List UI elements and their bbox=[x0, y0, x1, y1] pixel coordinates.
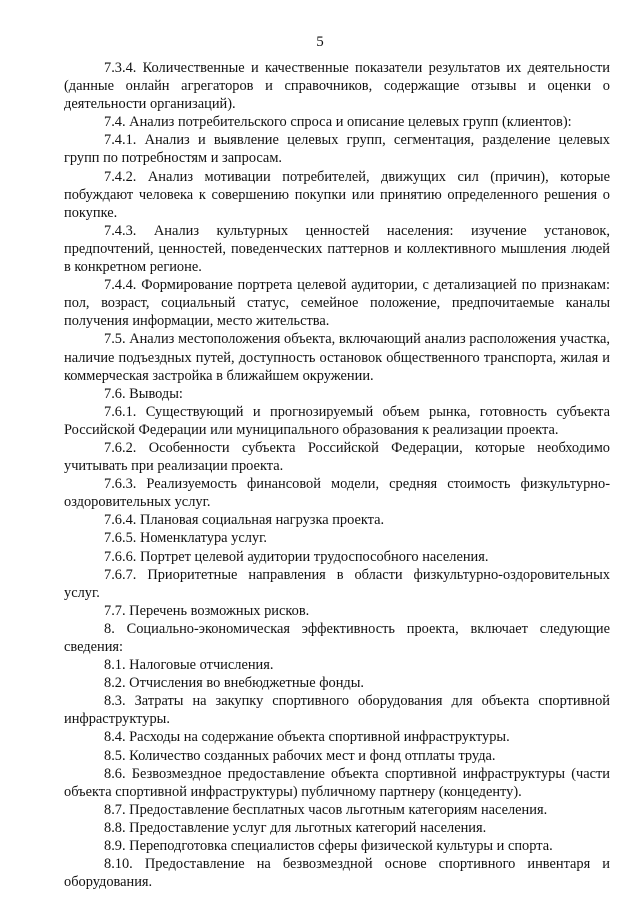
paragraph-7-6-5: 7.6.5. Номенклатура услуг. bbox=[104, 530, 267, 547]
paragraph-8-7: 8.7. Предоставление бесплатных часов льготным категориям населения. bbox=[104, 801, 548, 818]
paragraph-8-6: 8.6. Безвозмездное предоставление объекта спортивной инфраструктуры (части объекта спортивной инфраструктуры) публичному партнеру (концеденту). bbox=[64, 765, 610, 800]
paragraph-7-7: 7.7. Перечень возможных рисков. bbox=[104, 602, 310, 619]
paragraph-7-6-2: 7.6.2. Особенности субъекта Российской Федерации, которые необходимо учитывать при реализации проекта. bbox=[64, 439, 610, 475]
paragraph-8-2: 8.2. Отчисления во внебюджетные фонды. bbox=[104, 675, 365, 692]
paragraph-7-6-4: 7.6.4. Плановая социальная нагрузка проекта. bbox=[104, 512, 385, 529]
paragraph-7-4-1: 7.4.1. Анализ и выявление целевых групп, сегментация, разделение целевых групп по потребностям и запросам. bbox=[64, 132, 610, 167]
paragraph-8-10: 8.10. Предоставление на безвозмездной основе спортивного инвентаря и оборудования. bbox=[64, 856, 610, 891]
document-body bbox=[64, 59, 610, 891]
paragraph-7-5: 7.5. Анализ местоположения объекта, включающий анализ расположения участка, наличие подъездных путей, доступность остановок общественного транспорта, жилая и коммерческая застройка в ближайшем окружении. bbox=[64, 331, 610, 384]
paragraph-8-4: 8.4. Расходы на содержание объекта спортивной инфраструктуры. bbox=[104, 729, 510, 746]
paragraph-8-8: 8.8. Предоставление услуг для льготных категорий населения. bbox=[104, 819, 487, 836]
paragraph-8: 8. Социально-экономическая эффективность проекта, включает следующие сведения: bbox=[64, 620, 610, 655]
paragraph-7-4-4: 7.4.4. Формирование портрета целевой аудитории, с детализацией по признакам: пол, возраст, социальный статус, семейное положение, предпочитаемые каналы получения информации, место жительства. bbox=[64, 277, 610, 330]
paragraph-8-1: 8.1. Налоговые отчисления. bbox=[104, 657, 274, 674]
paragraph-7-6-3: 7.6.3. Реализуемость финансовой модели, средняя стоимость физкультурно-оздоровительных услуг. bbox=[64, 476, 610, 511]
paragraph-7-3-4: 7.3.4. Количественные и качественные показатели результатов их деятельности (данные онлайн агрегаторов и справочников, содержащие отзывы и оценки о деятельности организаций). bbox=[64, 60, 610, 113]
paragraph-7-6-7: 7.6.7. Приоритетные направления в области физкультурно-оздоровительных услуг. bbox=[64, 566, 610, 601]
paragraph-7-6-6: 7.6.6. Портрет целевой аудитории трудоспособного населения. bbox=[104, 548, 489, 565]
paragraph-7-4-3: 7.4.3. Анализ культурных ценностей населения: изучение установок, предпочтений, ценностей, поведенческих паттернов и коллективного мышления людей в конкретном регионе. bbox=[64, 222, 610, 276]
paragraph-8-3: 8.3. Затраты на закупку спортивного оборудования для объекта спортивной инфраструктуры. bbox=[64, 693, 610, 728]
paragraph-7-6: 7.6. Выводы: bbox=[104, 385, 183, 402]
paragraph-8-9: 8.9. Переподготовка специалистов сферы физической культуры и спорта. bbox=[104, 838, 553, 855]
paragraph-7-4-2: 7.4.2. Анализ мотивации потребителей, движущих сил (причин), которые побуждают человека к совершению покупки или принятию определенного решения о покупке. bbox=[64, 168, 610, 221]
paragraph-7-4: 7.4. Анализ потребительского спроса и описание целевых групп (клиентов): bbox=[104, 114, 572, 131]
page-number: 5 bbox=[316, 34, 324, 50]
paragraph-8-5: 8.5. Количество созданных рабочих мест и фонд отплаты труда. bbox=[104, 747, 496, 764]
paragraph-7-6-1: 7.6.1. Существующий и прогнозируемый объем рынка, готовность субъекта Российской Федерации или муниципального образования к реализации проекта. bbox=[64, 403, 610, 438]
